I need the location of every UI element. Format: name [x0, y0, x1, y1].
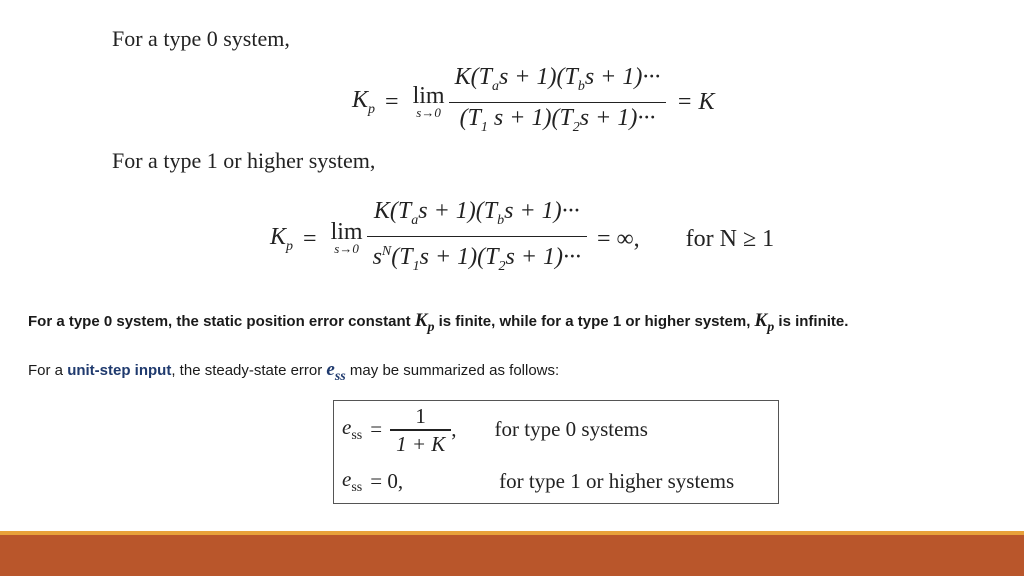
condition-type0: for type 0 systems [494, 417, 648, 442]
numerator: $K(T_as + 1)(T_bs + 1)\cdot\cdot\cdot$ [373, 198, 580, 228]
footer-bar [0, 535, 1024, 576]
equals-sign: = [303, 225, 317, 252]
fraction [449, 62, 667, 143]
denominator: ($T_1$ $s + 1)(T_2s + 1)\cdot\cdot\cdot$ [459, 105, 656, 136]
fraction [367, 196, 587, 282]
kp-inline: $K_p$ [414, 310, 435, 335]
ess-symbol: $e_{ss}$ [342, 415, 363, 444]
statement-text: For a type 0 system, the static position error constant $K_p$ is finite, while for a type 1 or higher system, $K_p$ is infinite. [28, 310, 849, 335]
kp-symbol: $K_p$ [270, 223, 294, 254]
denominator: 1 + K [396, 431, 446, 456]
unit-step-text: For a unit-step input, the steady-state error $e_{ss}$ may be summarized as follows: [28, 359, 560, 384]
kp-inline-2: $K_p$ [754, 310, 775, 335]
kp-symbol: $K_p$ [352, 87, 376, 117]
numerator: 1 [415, 404, 426, 428]
equation-kp-type0 [352, 62, 715, 143]
condition: for N ≥ 1 [685, 225, 775, 252]
heading-type0: For a type 0 system, [112, 26, 290, 51]
result: = ∞, [597, 225, 640, 252]
ess-symbol: $e_{ss}$ [342, 467, 363, 496]
summary-row-type0 [342, 403, 648, 457]
comma: , [451, 417, 457, 442]
summary-box [333, 400, 779, 504]
summary-row-type1 [342, 467, 734, 496]
condition-type1: for type 1 or higher systems [499, 469, 735, 494]
heading-type1: For a type 1 or higher system, [112, 148, 376, 173]
fraction [390, 403, 451, 457]
equation-kp-type1 [270, 196, 774, 282]
denominator: $s^N(T_1s + 1)(T_2s + 1)\cdot\cdot\cdot$ [372, 244, 582, 275]
limit-operator: lim s→0 [412, 82, 445, 120]
unit-step-highlight: unit-step input [67, 362, 172, 379]
ess-inline: $e_{ss}$ [326, 359, 346, 384]
limit-operator: lim s→0 [330, 219, 363, 257]
equals-zero: = 0, [370, 469, 404, 494]
equals-sign: = [370, 417, 383, 442]
numerator: $K(T_as + 1)(T_bs + 1)\cdot\cdot\cdot$ [454, 64, 661, 94]
result: = K [676, 89, 715, 116]
equals-sign: = [385, 89, 399, 116]
